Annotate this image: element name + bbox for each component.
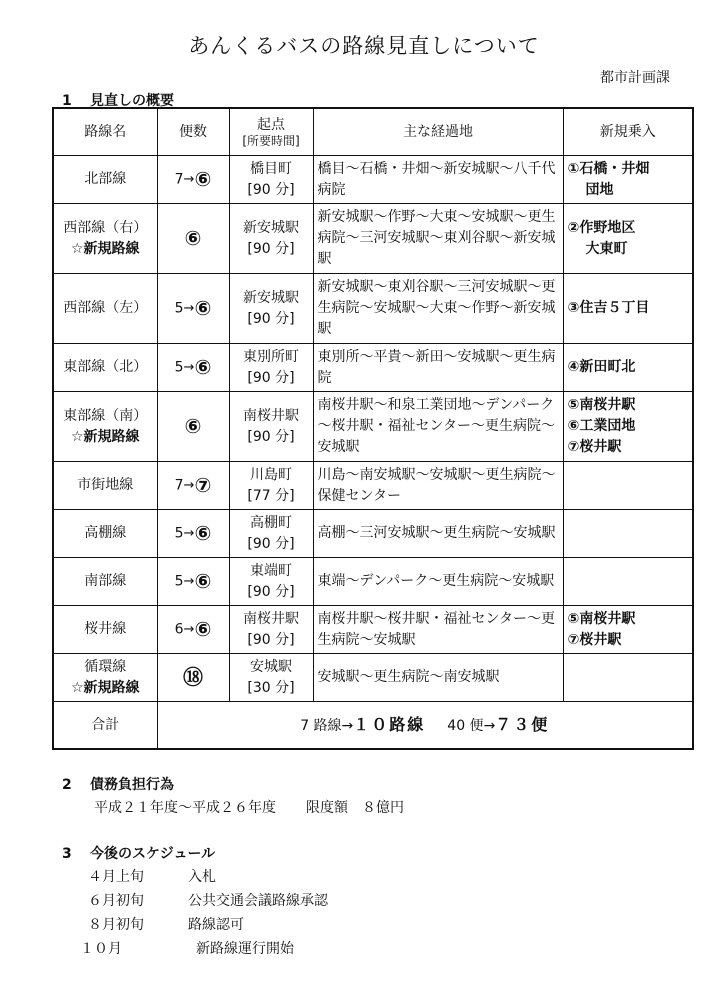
schedule-date: ４月上旬 (88, 869, 144, 885)
section-number: 3 (62, 846, 72, 862)
bus-count-before: 7 (174, 477, 184, 494)
total-arrow: → (341, 717, 354, 734)
bus-count-arrow: → (183, 621, 195, 637)
bus-count-arrow: → (183, 525, 195, 541)
travel-time: [90 分] (247, 631, 295, 648)
route-name-cell (53, 274, 157, 344)
route-table (52, 107, 694, 750)
schedule-date: ８月初旬 (88, 917, 144, 933)
bus-count-arrow: → (183, 477, 195, 493)
section-number: 2 (62, 777, 72, 793)
bus-count-after: ⑥ (194, 520, 212, 545)
route-name-cell (53, 156, 157, 204)
main-stops: 橋目～石橋・井畑～新安城駅～八千代病院 (313, 156, 563, 204)
route-name-cell (53, 558, 157, 606)
start-point: 南桜井駅 (243, 407, 299, 424)
schedule-item (88, 866, 216, 886)
main-stops: 南桜井駅～桜井駅・福祉センター～更生病院～安城駅 (313, 606, 563, 654)
start-point: 東端町 (250, 562, 292, 579)
table-row (53, 204, 693, 274)
start-point: 橋目町 (250, 160, 292, 177)
route-name-cell (53, 204, 157, 274)
section-title: 今後のスケジュール (90, 846, 216, 862)
total-routes-before: 7 路線 (300, 717, 342, 734)
bus-count-cell (157, 156, 229, 204)
route-name: 高棚線 (84, 525, 127, 541)
bus-count-after: ⑥ (194, 354, 212, 379)
bus-count-before: 5 (174, 359, 184, 376)
table-row (53, 606, 693, 654)
schedule-task: 公共交通会議路線承認 (188, 893, 328, 909)
new-service-cell (563, 558, 693, 606)
schedule-task: 入札 (188, 869, 216, 885)
route-name: 西部線（左） (63, 300, 148, 316)
start-point-cell (229, 344, 313, 392)
new-service-item: ⑦桜井駅 (567, 439, 622, 455)
route-name-cell (53, 654, 157, 702)
header-main-stops: 主な経過地 (313, 108, 563, 156)
schedule-item (80, 938, 294, 958)
travel-time: [90 分] (247, 369, 295, 386)
new-service-cell (563, 606, 693, 654)
bus-count-before: 7 (174, 171, 184, 188)
bus-count-after: ⑥ (194, 568, 212, 593)
start-point-cell (229, 606, 313, 654)
bus-count-cell (157, 558, 229, 606)
bus-count-after: ⑥ (184, 413, 202, 438)
bus-count-cell (157, 606, 229, 654)
document-title: あんくるバスの路線見直しについて (188, 34, 540, 58)
new-route-tag: ☆新規路線 (70, 679, 140, 696)
header-start-point (229, 108, 313, 156)
bus-count-after: ⑥ (194, 616, 212, 641)
new-service-cell (563, 156, 693, 204)
total-arrow-2: → (483, 717, 496, 734)
new-service-item: ⑤南桜井駅 (567, 397, 636, 413)
debt-period-line (94, 797, 404, 817)
new-service-item: 団地 (585, 181, 614, 198)
new-service-item: ⑤南桜井駅 (567, 610, 636, 627)
new-service-cell (563, 462, 693, 510)
start-point-cell (229, 462, 313, 510)
new-route-tag: ☆新規路線 (70, 428, 140, 445)
bus-count-after: ⑥ (194, 166, 212, 191)
new-service-item: ⑥工業団地 (567, 418, 636, 434)
main-stops: 新安城駅～作野～大東～安城駅～更生病院～三河安城駅～東刈谷駅～新安城駅 (313, 204, 563, 274)
header-new-service: 新規乗入 (563, 108, 693, 156)
main-stops: 川島～南安城駅～安城駅～更生病院～保健センター (313, 462, 563, 510)
new-route-tag: ☆新規路線 (70, 240, 140, 257)
new-service-item: ⑦桜井駅 (567, 631, 622, 648)
travel-time: [90 分] (247, 310, 295, 327)
route-name: 市街地線 (77, 477, 134, 493)
start-point: 新安城駅 (243, 219, 299, 236)
section-2-heading (62, 774, 174, 794)
bus-count-before: 5 (174, 573, 184, 590)
department-name: 都市計画課 (600, 70, 670, 86)
table-row (53, 274, 693, 344)
start-point: 安城駅 (250, 658, 292, 675)
bus-count-after: ⑥ (184, 225, 202, 250)
new-service-item: ③住吉５丁目 (567, 300, 650, 316)
start-point: 南桜井駅 (243, 610, 299, 627)
bus-count-arrow: → (183, 359, 195, 375)
bus-count-after: ⑦ (194, 472, 212, 497)
start-point-cell (229, 654, 313, 702)
schedule-date: １０月 (80, 941, 122, 957)
start-point-cell (229, 204, 313, 274)
schedule-task: 路線認可 (188, 917, 244, 933)
start-point-cell (229, 392, 313, 462)
table-row (53, 344, 693, 392)
header-start-main: 起点 (257, 116, 285, 133)
new-service-item: ④新田町北 (567, 359, 636, 375)
bus-count-cell (157, 392, 229, 462)
header-start-sub: [所要時間] (242, 133, 300, 148)
travel-time: [90 分] (247, 583, 295, 600)
total-row (53, 702, 693, 750)
limit-value: ８億円 (362, 800, 404, 816)
new-service-cell (563, 392, 693, 462)
new-service-cell (563, 510, 693, 558)
total-label: 合計 (53, 702, 157, 750)
bus-count-cell (157, 510, 229, 558)
bus-count-before: 6 (174, 621, 184, 638)
new-service-cell (563, 274, 693, 344)
travel-time: [90 分] (247, 535, 295, 552)
header-route-name: 路線名 (53, 108, 157, 156)
route-name-cell (53, 510, 157, 558)
main-stops: 南桜井駅～和泉工業団地～デンパーク～桜井駅・福祉センター～更生病院～安城駅 (313, 392, 563, 462)
route-name: 循環線 (84, 658, 127, 675)
bus-count-cell (157, 654, 229, 702)
total-buses-after: ７３便 (495, 714, 550, 734)
new-service-item: 大東町 (585, 240, 628, 257)
bus-count-cell (157, 462, 229, 510)
section-title: 債務負担行為 (90, 777, 174, 793)
main-stops: 東別所～平貴～新田～安城駅～更生病院 (313, 344, 563, 392)
schedule-task: 新路線運行開始 (196, 941, 294, 957)
main-stops: 高棚～三河安城駅～更生病院～安城駅 (313, 510, 563, 558)
schedule-date: ６月初旬 (88, 893, 144, 909)
route-name-cell (53, 606, 157, 654)
section-3-heading (62, 843, 215, 863)
start-point-cell (229, 510, 313, 558)
start-point: 高棚町 (250, 514, 292, 531)
travel-time: [77 分] (247, 487, 295, 504)
section-number: 1 (62, 93, 72, 109)
route-name-cell (53, 344, 157, 392)
start-point: 新安城駅 (243, 289, 299, 306)
route-name: 桜井線 (84, 621, 127, 637)
route-name: 東部線（北） (63, 359, 148, 375)
new-service-cell (563, 204, 693, 274)
start-point-cell (229, 274, 313, 344)
travel-time: [90 分] (247, 240, 295, 257)
route-name: 北部線 (84, 171, 127, 187)
bus-count-arrow: → (183, 300, 195, 316)
bus-count-arrow: → (183, 573, 195, 589)
start-point: 川島町 (250, 466, 292, 483)
debt-period: 平成２１年度～平成２６年度 (94, 800, 276, 816)
start-point-cell (229, 156, 313, 204)
limit-label: 限度額 (306, 800, 348, 816)
start-point: 東別所町 (243, 348, 299, 365)
total-routes-after: １０路線 (353, 714, 426, 734)
table-row (53, 156, 693, 204)
main-stops: 東端～デンパーク～更生病院～安城駅 (313, 558, 563, 606)
route-name: 南部線 (84, 573, 127, 589)
bus-count-arrow: → (183, 171, 195, 187)
total-buses-before: 40 便 (447, 717, 484, 734)
route-name-cell (53, 392, 157, 462)
bus-count-after: ⑥ (194, 295, 212, 320)
table-row (53, 558, 693, 606)
table-row (53, 510, 693, 558)
main-stops: 安城駅～更生病院～南安城駅 (313, 654, 563, 702)
new-service-cell (563, 344, 693, 392)
table-row (53, 654, 693, 702)
new-service-item: ②作野地区 (567, 219, 636, 236)
new-service-cell (563, 654, 693, 702)
bus-count-before: 5 (174, 525, 184, 542)
new-service-item: ①石橋・井畑 (567, 160, 650, 177)
table-header-row (53, 108, 693, 156)
route-name: 東部線（南） (63, 407, 148, 424)
table-row (53, 392, 693, 462)
main-stops: 新安城駅～東刈谷駅～三河安城駅～更生病院～安城駅～大東～作野～新安城駅 (313, 274, 563, 344)
schedule-item (88, 914, 244, 934)
bus-count-after: ⑱ (183, 664, 203, 689)
bus-count-cell (157, 274, 229, 344)
travel-time: [30 分] (247, 679, 295, 696)
table-row (53, 462, 693, 510)
route-name: 西部線（右） (63, 219, 148, 236)
route-name-cell (53, 462, 157, 510)
start-point-cell (229, 558, 313, 606)
bus-count-cell (157, 344, 229, 392)
total-value (157, 702, 693, 750)
bus-count-before: 5 (174, 300, 184, 317)
section-title: 見直しの概要 (90, 93, 174, 109)
travel-time: [90 分] (247, 181, 295, 198)
schedule-item (88, 890, 328, 910)
header-bus-count: 便数 (157, 108, 229, 156)
travel-time: [90 分] (247, 428, 295, 445)
bus-count-cell (157, 204, 229, 274)
